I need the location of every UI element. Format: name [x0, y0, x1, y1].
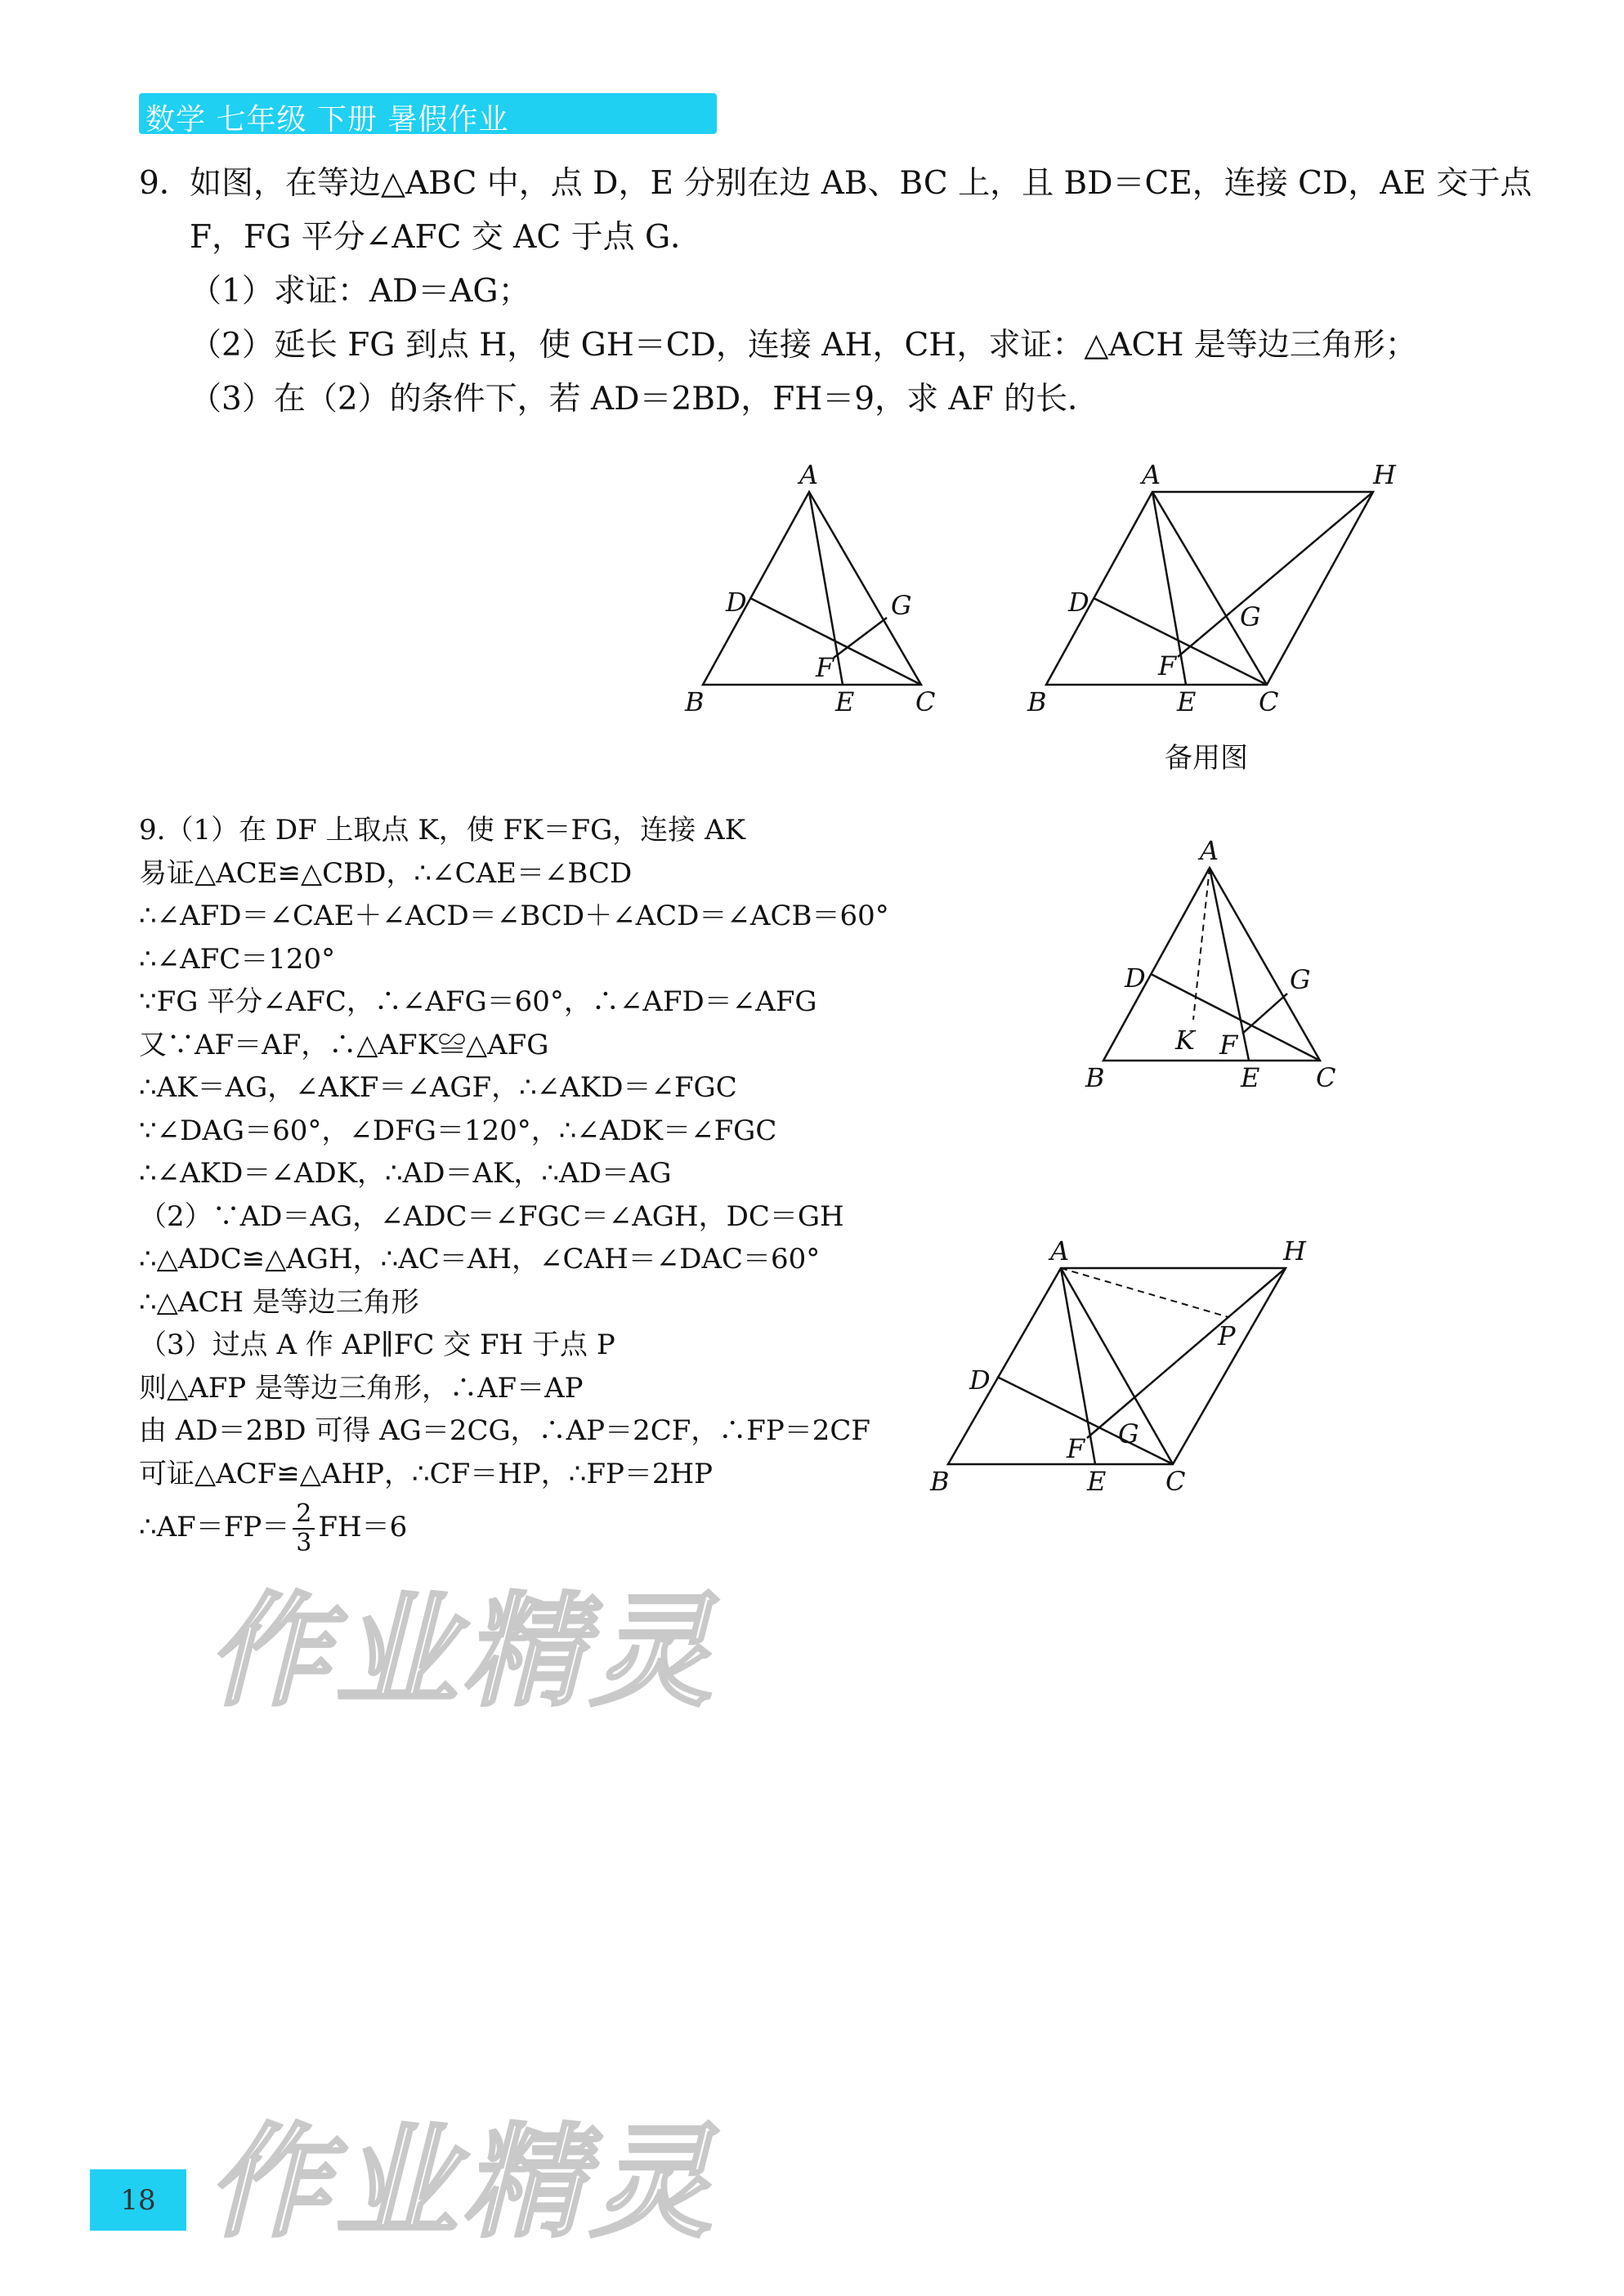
solution-line: （2）∵AD＝AG，∠ADC＝∠FGC＝∠AGH，DC＝GH [139, 1199, 844, 1233]
fig1-label-b: B [685, 686, 705, 717]
fig1-label-g: G [891, 590, 912, 621]
page-number-box [90, 2169, 186, 2231]
fig3-label-c: C [1316, 1062, 1336, 1093]
final-prefix: ∴AF＝FP＝ [139, 1511, 290, 1543]
fig3-segment-fg [1242, 994, 1287, 1034]
question-block [139, 157, 1532, 427]
solution-line: ∴∠AFC＝120° [139, 942, 336, 976]
fig2-label-a: A [1142, 459, 1161, 490]
fig4-label-b: B [930, 1466, 950, 1497]
fig1-label-a: A [799, 459, 819, 490]
fig3-dashed-ak [1193, 868, 1210, 1020]
solution-final-line [139, 1499, 408, 1557]
figure-4-solution [924, 1234, 1332, 1512]
solution-line: ∴∠AKD＝∠ADK，∴AD＝AK，∴AD＝AG [139, 1157, 672, 1190]
fig3-label-d: D [1125, 963, 1146, 994]
fig3-label-k: K [1175, 1025, 1195, 1056]
fig4-segment-cd [997, 1377, 1173, 1464]
fig4-dashed-ap [1061, 1268, 1228, 1317]
figure-1-triangle [670, 458, 948, 727]
fraction-two-thirds [293, 1499, 315, 1557]
fig3-label-b: B [1085, 1062, 1105, 1093]
fig1-label-f: F [816, 652, 834, 683]
question-part-1: （1）求证：AD＝AG； [190, 273, 530, 310]
solution-line: ∴∠AFD＝∠CAE＋∠ACD＝∠BCD＋∠ACD＝∠ACB＝60° [139, 900, 889, 932]
question-part-3: （3）在（2）的条件下，若 AD＝2BD，FH＝9，求 AF 的长． [190, 381, 1100, 418]
solution-line: 又∵AF＝AF，∴△AFK≌△AFG [139, 1028, 549, 1061]
page-number: 18 [120, 2184, 156, 2217]
fig2-segment-fh [1178, 492, 1373, 657]
fig4-label-c: C [1165, 1466, 1186, 1497]
fig2-label-d: D [1068, 587, 1089, 618]
fig4-label-p: P [1218, 1320, 1236, 1351]
fig4-label-e: E [1087, 1466, 1107, 1497]
fig4-label-d: D [969, 1365, 991, 1396]
fig2-caption: 备用图 [1165, 742, 1248, 775]
solution-line: 由 AD＝2BD 可得 AG＝2CG，∴AP＝2CF，∴FP＝2CF [139, 1414, 871, 1447]
fig2-label-b: B [1027, 686, 1047, 717]
final-suffix: FH＝6 [318, 1511, 408, 1543]
fig4-label-a: A [1050, 1235, 1070, 1266]
solution-line: ∴AK＝AG，∠AKF＝∠AGF，∴∠AKD＝∠FGC [139, 1071, 737, 1104]
fig2-label-h: H [1373, 459, 1396, 490]
fig1-label-c: C [915, 686, 936, 717]
watermark: 作业精灵 [199, 1581, 746, 1723]
solution-line: （3）过点 A 作 AP∥FC 交 FH 于点 P [139, 1329, 615, 1361]
figure-2-backup [1009, 458, 1402, 727]
fraction-numerator: 2 [293, 1502, 315, 1530]
fig1-label-d: D [726, 587, 747, 618]
question-part-2: （2）延长 FG 到点 H，使 GH＝CD，连接 AH，CH，求证：△ACH 是等边三角形； [190, 327, 1417, 364]
fig2-label-g: G [1240, 601, 1261, 632]
fig3-label-a: A [1200, 835, 1219, 866]
header-title: 数学 七年级 下册 暑假作业 [145, 103, 509, 136]
solution-line: 9.（1）在 DF 上取点 K，使 FK＝FG，连接 AK [139, 814, 746, 846]
question-text-1: 如图，在等边△ABC 中，点 D，E 分别在边 AB、BC 上，且 BD＝CE，连接 CD，AE 交于点 [190, 165, 1532, 202]
question-line-1 [139, 157, 1532, 211]
figure-3-solution [1079, 833, 1357, 1103]
solution-line: ∴△ADC≌△AGH，∴AC＝AH，∠CAH＝∠DAC＝60° [139, 1243, 821, 1275]
fig4-segment-fh [1087, 1268, 1286, 1438]
fig2-label-e: E [1177, 686, 1197, 717]
solution-line: ∵∠DAG＝60°，∠DFG＝120°，∴∠ADK＝∠FGC [139, 1114, 777, 1147]
question-number: 9． [139, 165, 191, 202]
fig1-label-e: E [835, 686, 855, 717]
fig4-label-f: F [1067, 1433, 1085, 1464]
fig2-label-f: F [1158, 650, 1177, 681]
fig3-label-g: G [1290, 964, 1311, 995]
fig3-label-f: F [1219, 1030, 1238, 1061]
fig4-label-h: H [1283, 1235, 1306, 1266]
solution-line: ∴△ACH 是等边三角形 [139, 1285, 419, 1319]
fraction-denominator: 3 [296, 1529, 312, 1557]
fig4-label-g: G [1118, 1418, 1139, 1450]
fig1-segment-fg [834, 618, 887, 658]
solution-block [139, 809, 956, 1495]
solution-line: 可证△ACF≌△AHP，∴CF＝HP，∴FP＝2HP [139, 1457, 714, 1490]
watermark: 作业精灵 [199, 2112, 746, 2254]
solution-line: 则△AFP 是等边三角形，∴AF＝AP [139, 1371, 584, 1405]
fig3-label-e: E [1241, 1062, 1260, 1093]
fig2-label-c: C [1259, 686, 1279, 717]
solution-line: 易证△ACE≌△CBD，∴∠CAE＝∠BCD [139, 856, 633, 890]
question-line-2: F，FG 平分∠AFC 交 AC 于点 G． [190, 219, 703, 256]
solution-line: ∵FG 平分∠AFC，∴∠AFG＝60°，∴∠AFD＝∠AFG [139, 985, 817, 1018]
header-bar [139, 93, 717, 134]
